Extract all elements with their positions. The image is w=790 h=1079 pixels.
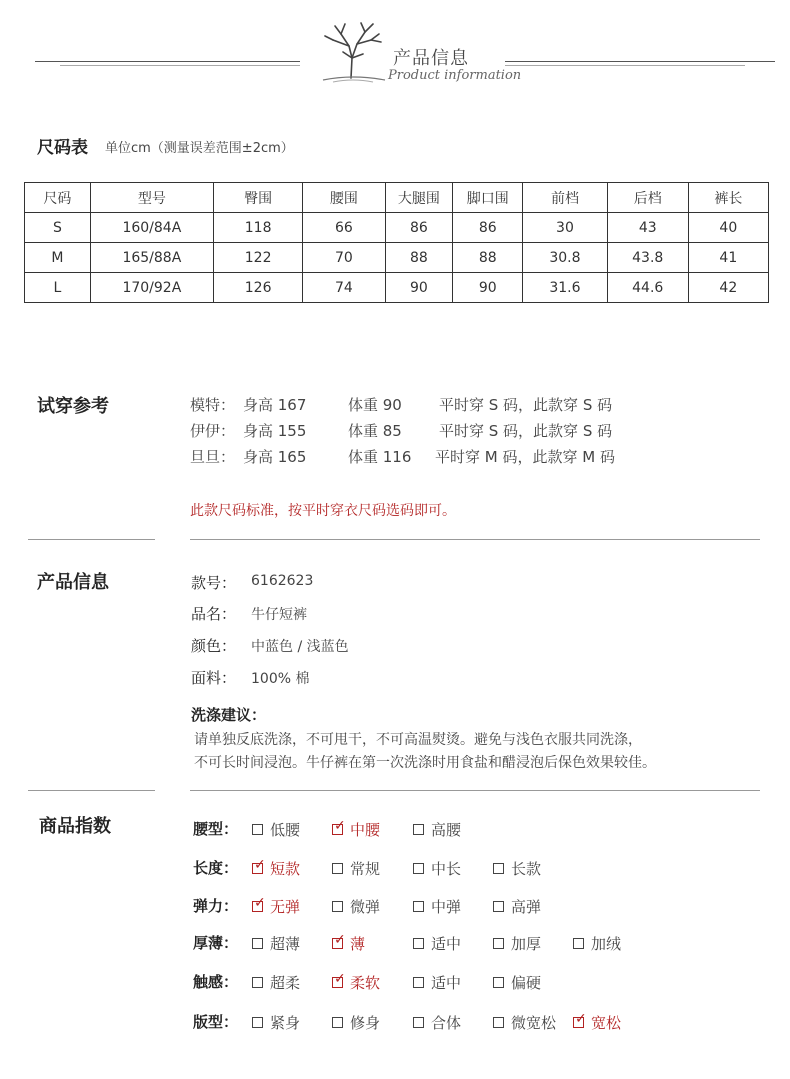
table-cell: L [25,273,91,303]
size-table-header [25,183,769,213]
index-label: 版型： [193,1013,239,1031]
option-label: 适中 [431,974,462,992]
option-label: 微宽松 [511,1014,557,1032]
index-title: 商品指数 [39,816,111,837]
field-value: 牛仔短裤 [251,607,307,623]
checkbox-icon[interactable] [493,977,504,988]
index-option[interactable] [493,1012,556,1033]
column-header: 脚口围 [453,183,523,213]
column-header: 臀围 [213,183,302,213]
table-row [25,213,769,243]
option-label: 高腰 [431,821,462,839]
checkbox-icon[interactable] [332,863,343,874]
checkbox-icon[interactable] [493,938,504,949]
size-note: 此款尺码标准，按平时穿衣尺码选码即可。 [190,503,456,519]
field-label: 款号： [191,574,237,592]
check-mark-icon: ✓ [254,895,266,911]
checkbox-checked-icon[interactable] [252,857,266,874]
checkbox-icon[interactable] [413,901,424,912]
checkbox-icon[interactable] [413,938,424,949]
divider [190,539,760,540]
size-chart-unit: 单位cm（测量误差范围±2cm） [105,141,294,156]
option-label: 宽松 [591,1014,622,1032]
column-header: 裤长 [688,183,768,213]
wash-line: 不可长时间浸泡。牛仔裤在第一次洗涤时用食盐和醋浸泡后保色效果较佳。 [194,755,656,771]
index-option[interactable] [252,933,300,954]
index-label: 长度： [193,859,239,877]
table-cell: S [25,213,91,243]
index-option[interactable] [252,972,300,993]
size-table [24,182,769,303]
index-option[interactable] [413,933,461,954]
try-on-name: 伊伊： [190,422,236,440]
index-option[interactable] [413,1012,461,1033]
checkbox-icon[interactable] [413,977,424,988]
option-label: 适中 [431,935,462,953]
option-label: 修身 [350,1014,381,1032]
index-option[interactable] [493,972,541,993]
try-on-fit: 平时穿 M 码，此款穿 M 码 [435,448,615,466]
checkbox-icon[interactable] [252,977,263,988]
option-label: 加厚 [511,935,542,953]
try-on-height: 身高 167 [243,396,307,414]
checkbox-icon[interactable] [252,938,263,949]
table-cell: 74 [303,273,385,303]
option-label: 偏硬 [511,974,542,992]
index-option[interactable] [252,1012,300,1033]
option-label: 紧身 [270,1014,301,1032]
checkbox-icon[interactable] [252,824,263,835]
index-option[interactable] [252,858,300,879]
field-label: 品名： [191,605,237,623]
index-option[interactable] [332,933,365,954]
index-option[interactable] [332,858,380,879]
header-line-left-2 [60,65,300,66]
table-cell: 165/88A [90,243,213,273]
option-label: 超薄 [270,935,301,953]
index-option[interactable] [413,819,461,840]
product-info-title: 产品信息 [37,572,109,593]
checkbox-icon[interactable] [493,863,504,874]
header-line-right-2 [505,65,745,66]
table-cell: 43.8 [607,243,688,273]
checkbox-icon[interactable] [252,1017,263,1028]
table-cell: 88 [453,243,523,273]
size-chart-title: 尺码表 [37,138,88,158]
table-cell: 40 [688,213,768,243]
table-cell: 118 [213,213,302,243]
table-cell: 90 [385,273,453,303]
option-label: 常规 [350,860,381,878]
index-option[interactable] [413,858,461,879]
checkbox-checked-icon[interactable] [332,932,346,949]
column-header: 腰围 [303,183,385,213]
field-label: 面料： [191,669,237,687]
index-option[interactable] [413,896,461,917]
index-option[interactable] [252,819,300,840]
checkbox-icon[interactable] [413,824,424,835]
option-label: 合体 [431,1014,462,1032]
index-label: 弹力： [193,897,239,915]
table-cell: 86 [453,213,523,243]
checkbox-icon[interactable] [332,901,343,912]
checkbox-checked-icon[interactable] [332,818,346,835]
index-label: 触感： [193,973,239,991]
option-label: 柔软 [350,974,381,992]
index-option[interactable] [573,933,621,954]
check-mark-icon: ✓ [254,857,266,873]
try-on-height: 身高 155 [243,422,307,440]
option-label: 中腰 [350,821,381,839]
table-row [25,273,769,303]
index-option[interactable] [493,896,541,917]
option-label: 中长 [431,860,462,878]
field-label: 颜色： [191,637,237,655]
try-on-weight: 体重 85 [348,422,402,440]
index-option[interactable] [493,933,541,954]
try-on-weight: 体重 90 [348,396,402,414]
option-label: 超柔 [270,974,301,992]
table-cell: M [25,243,91,273]
option-label: 无弹 [270,898,301,916]
table-cell: 90 [453,273,523,303]
try-on-weight: 体重 116 [348,448,412,466]
try-on-name: 旦旦： [190,448,236,466]
checkbox-icon[interactable] [573,938,584,949]
field-value: 6162623 [251,573,314,589]
header-line-left [35,61,300,62]
index-label: 厚薄： [193,934,239,952]
check-mark-icon: ✓ [334,932,346,948]
table-cell: 41 [688,243,768,273]
checkbox-icon[interactable] [413,1017,424,1028]
index-option[interactable] [493,858,541,879]
table-cell: 122 [213,243,302,273]
table-cell: 43 [607,213,688,243]
checkbox-checked-icon[interactable] [332,971,346,988]
table-cell: 160/84A [90,213,213,243]
index-option[interactable] [573,1012,621,1033]
table-cell: 66 [303,213,385,243]
try-on-name: 模特： [190,396,236,414]
try-on-height: 身高 165 [243,448,307,466]
tree-logo-icon [313,18,393,84]
option-label: 薄 [350,935,366,953]
try-on-fit: 平时穿 S 码，此款穿 S 码 [439,396,613,414]
index-option[interactable] [332,896,380,917]
check-mark-icon: ✓ [334,971,346,987]
table-cell: 44.6 [607,273,688,303]
checkbox-icon[interactable] [413,863,424,874]
index-option[interactable] [413,972,461,993]
divider [28,790,155,791]
index-label: 腰型： [193,820,239,838]
checkbox-icon[interactable] [493,901,504,912]
field-value: 100% 棉 [251,671,310,687]
index-option[interactable] [332,819,380,840]
option-label: 长款 [511,860,542,878]
header-subtitle: Product information [388,68,522,83]
table-cell: 170/92A [90,273,213,303]
table-cell: 88 [385,243,453,273]
table-cell: 30 [523,213,608,243]
option-label: 微弹 [350,898,381,916]
check-mark-icon: ✓ [334,818,346,834]
option-label: 高弹 [511,898,542,916]
table-cell: 86 [385,213,453,243]
divider [190,790,760,791]
table-cell: 126 [213,273,302,303]
index-option[interactable] [332,1012,380,1033]
table-cell: 70 [303,243,385,273]
column-header: 大腿围 [385,183,453,213]
checkbox-icon[interactable] [332,1017,343,1028]
header-title: 产品信息 [393,48,469,69]
index-option[interactable] [252,896,300,917]
option-label: 低腰 [270,821,301,839]
table-cell: 31.6 [523,273,608,303]
checkbox-checked-icon[interactable] [573,1011,587,1028]
wash-title: 洗涤建议： [191,706,267,724]
option-label: 加绒 [591,935,622,953]
option-label: 短款 [270,860,301,878]
table-cell: 30.8 [523,243,608,273]
column-header: 型号 [90,183,213,213]
try-on-title: 试穿参考 [37,396,109,417]
checkbox-icon[interactable] [493,1017,504,1028]
table-cell: 42 [688,273,768,303]
checkbox-checked-icon[interactable] [252,895,266,912]
header-line-right [505,61,775,62]
column-header: 前档 [523,183,608,213]
column-header: 尺码 [25,183,91,213]
check-mark-icon: ✓ [575,1011,587,1027]
table-row [25,243,769,273]
column-header: 后档 [607,183,688,213]
wash-line: 请单独反底洗涤，不可甩干，不可高温熨烫。避免与浅色衣服共同洗涤， [194,732,642,748]
try-on-fit: 平时穿 S 码，此款穿 S 码 [439,422,613,440]
option-label: 中弹 [431,898,462,916]
index-option[interactable] [332,972,380,993]
field-value: 中蓝色 / 浅蓝色 [251,639,349,655]
divider [28,539,155,540]
